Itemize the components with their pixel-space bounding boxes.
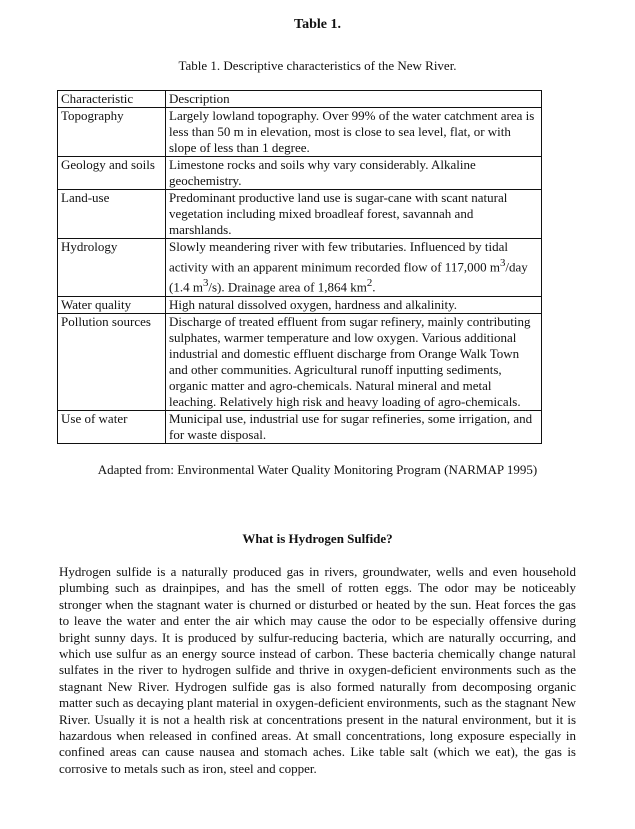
table-row: [58, 239, 542, 297]
hydrology-text: /s). Drainage area of 1,864 km: [208, 279, 367, 295]
page-heading: Table 1.: [294, 17, 341, 32]
table-row: [58, 296, 542, 313]
row-description: Predominant productive land use is sugar-cane with scant natural vegetation including mixed broadleaf forest, savannah and marshlands.: [166, 190, 542, 239]
hydrology-text: /day (1.4 m: [169, 259, 528, 295]
table-header-row: [58, 91, 542, 108]
table-caption: Table 1. Descriptive characteristics of the New River.: [178, 58, 457, 73]
row-characteristic: Pollution sources: [58, 313, 166, 410]
table-row: [58, 313, 542, 410]
row-description: [166, 239, 542, 297]
table-source-note: Adapted from: Environmental Water Quality Monitoring Program (NARMAP 1995): [97, 462, 538, 477]
row-characteristic: Land-use: [58, 190, 166, 239]
row-description: Limestone rocks and soils why vary considerably. Alkaline geochemistry.: [166, 157, 542, 190]
table-row: [58, 410, 542, 443]
header-characteristic: Characteristic: [58, 91, 166, 108]
section-heading: What is Hydrogen Sulfide?: [242, 531, 393, 546]
row-characteristic: Water quality: [58, 296, 166, 313]
table-row: [58, 190, 542, 239]
unit-superscript: 3: [499, 257, 506, 269]
table-row: [58, 157, 542, 190]
table-row: [58, 108, 542, 157]
row-description: High natural dissolved oxygen, hardness and alkalinity.: [166, 296, 542, 313]
row-description: Discharge of treated effluent from sugar refinery, mainly contributing sulphates, warmer temperature and low oxygen. Various additional industrial and domestic effluent discharge from Orange Walk Town and other communities. Agricultural runoff inputting sediments, organic matter and agro-chemicals. Natural mineral and metal leaching. Relatively high risk and heavy loading of agro-chemicals.: [166, 313, 542, 410]
unit-superscript: 2: [366, 277, 373, 290]
body-paragraph: Hydrogen sulfide is a naturally produced gas in rivers, groundwater, wells and even household plumbing such as drainpipes, and has the smell of rotten eggs. The odor may be noticeably stronger when the stagnant water is churned or disturbed or heated by the sun. Heat forces the gas to leave the water and enter the air which may cause the odor to be especially offensive during bright sunny days. It is produced by sulfur-reducing bacteria, which are naturally occurring, and which use sulfur as an energy source instead of carbon. These bacteria chemically change natural sulfates in the river to hydrogen sulfide and thrive in oxygen-deficient environments such as the stagnant New River. Hydrogen sulfide gas is also formed naturally from decomposing organic matter such as decaying plant material in oxygen-deficient environments, such as the stagnant New River. Usually it is not a health risk at concentrations present in the natural environment, but it is hazardous when released in confined areas. At small concentrations, long exposure especially in confined areas can cause nausea and stomach aches. Like table salt (which we eat), the gas is corrosive to metals such as iron, steel and copper.: [59, 564, 576, 776]
row-characteristic: Use of water: [58, 410, 166, 443]
row-characteristic: Topography: [58, 108, 166, 157]
row-description: Municipal use, industrial use for sugar refineries, some irrigation, and for waste disposal.: [166, 410, 542, 443]
unit-superscript: 3: [202, 277, 209, 290]
row-characteristic: Geology and soils: [58, 157, 166, 190]
row-characteristic: Hydrology: [58, 239, 166, 297]
characteristics-table: [57, 90, 542, 444]
header-description: Description: [166, 91, 542, 108]
row-description: Largely lowland topography. Over 99% of the water catchment area is less than 50 m in elevation, most is close to sea level, flat, or with slope of less than 1 degree.: [166, 108, 542, 157]
hydrology-text: Slowly meandering river with few tributaries. Influenced by tidal activity with an apparent minimum recorded flow of 117,000 m: [169, 239, 508, 275]
hydrology-text: .: [372, 279, 376, 295]
